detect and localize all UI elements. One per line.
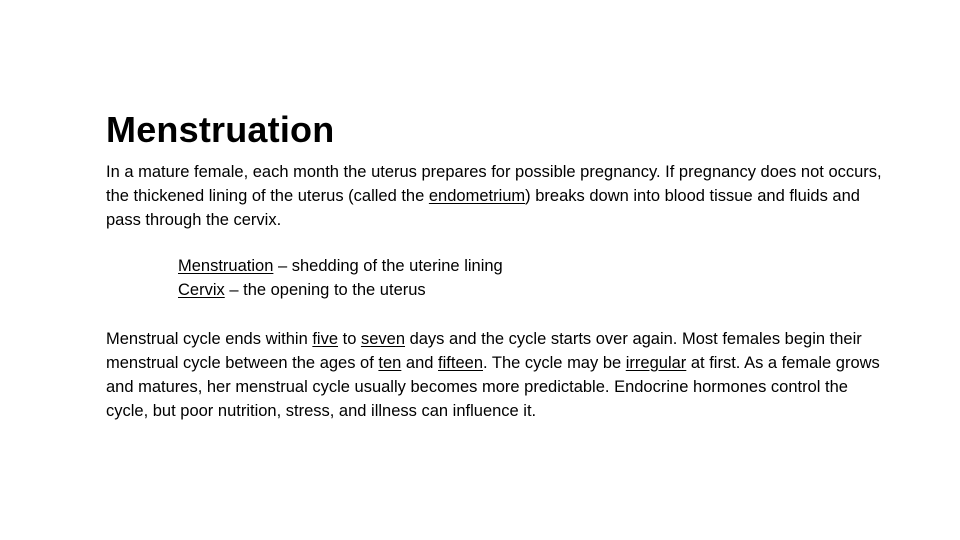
term-irregular: irregular [625,354,687,372]
definition-term: Cervix [178,281,225,299]
intro-text-a: In a mature female, each month the uterus prepares for possible pregnancy. If pregnancy does not occurs, the thickened lining of the uterus (called the [106,163,887,205]
definition-text: – the opening to the uterus [224,281,426,299]
cycle-text-1: Menstrual cycle ends within [106,330,313,348]
cycle-text-5: . The cycle may be [483,354,626,372]
definition-item [178,254,503,278]
term-five: five [312,330,339,348]
cycle-text-4: and [401,354,439,372]
intro-paragraph [106,160,886,232]
slide-title: Menstruation [106,109,335,150]
endometrium-term: endometrium [428,187,526,205]
definition-item [178,278,503,302]
cycle-text-2: to [338,330,361,348]
term-ten: ten [378,354,402,372]
cycle-text-3: days and the cycle starts over again. Most females begin their menstrual cycle between the ages of [106,330,867,372]
cycle-text-6: at first. As a female grows and matures, her menstrual cycle usually becomes more predictable. Endocrine hormones control the cycle, but poor nutrition, stress, and illness can influence it. [106,354,885,420]
definition-text: – shedding of the uterine lining [273,257,503,275]
definition-term: Menstruation [178,257,274,275]
term-seven: seven [360,330,405,348]
definitions-list [178,254,503,302]
intro-text-b: ) breaks down into blood tissue and fluids and pass through the cervix. [106,187,865,229]
cycle-paragraph [106,327,886,423]
term-fifteen: fifteen [438,354,483,372]
